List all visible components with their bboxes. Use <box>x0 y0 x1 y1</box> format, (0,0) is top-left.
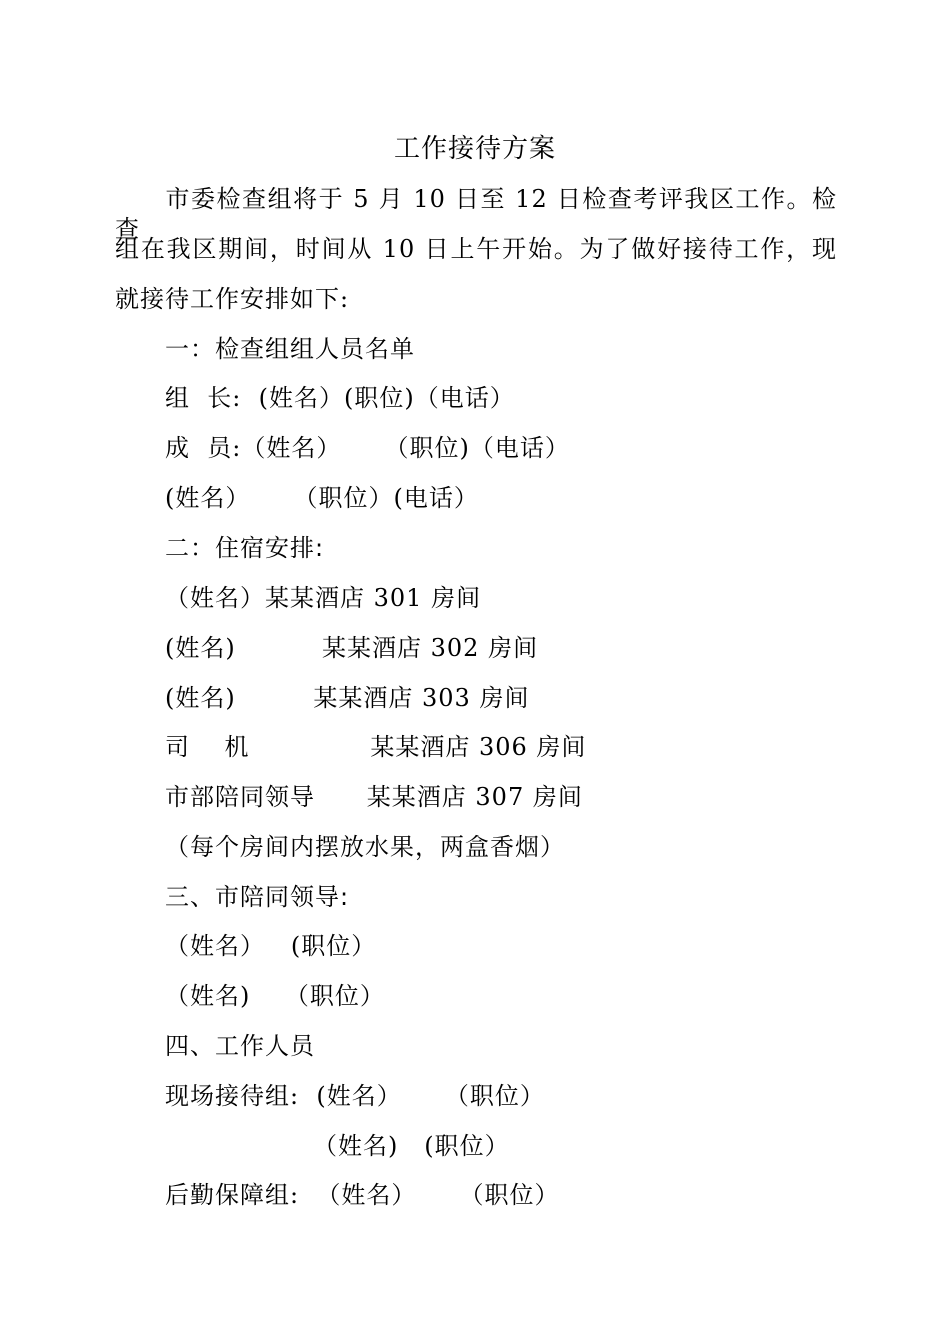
room-line: （姓名）某某酒店 301 房间 <box>165 584 482 612</box>
room-line: 司 机 某某酒店 306 房间 <box>165 733 587 761</box>
leader-line: 组 长: (姓名）(职位)（电话） <box>165 384 515 412</box>
room-note: （每个房间内摆放水果，两盒香烟） <box>165 833 565 861</box>
member-line-2: (姓名） （职位）(电话） <box>165 484 479 512</box>
page-title: 工作接待方案 <box>393 134 556 164</box>
section-1-heading: 一：检查组组人员名单 <box>165 335 415 363</box>
section-4-heading: 四、工作人员 <box>165 1032 315 1060</box>
room-line: (姓名) 某某酒店 302 房间 <box>165 634 539 662</box>
intro-line-3: 就接待工作安排如下: <box>115 285 350 313</box>
leader-item: （姓名) （职位） <box>165 982 385 1010</box>
leader-item: （姓名） (职位） <box>165 932 377 960</box>
logistics-line: 后勤保障组: （姓名） （职位） <box>165 1181 560 1209</box>
intro-line-2: 组在我区期间，时间从 10 日上午开始。为了做好接待工作，现 <box>115 235 837 263</box>
section-2-heading: 二：住宿安排: <box>165 534 325 562</box>
room-line: 市部陪同领导 某某酒店 307 房间 <box>165 783 583 811</box>
member-line-1: 成 员:（姓名） （职位)（电话） <box>165 434 570 462</box>
reception-line-2: （姓名) (职位） <box>313 1132 510 1160</box>
room-line: (姓名) 某某酒店 303 房间 <box>165 684 530 712</box>
intro-text-1: 市委检查组将于 5 月 10 日至 12 日检查考评我区工作。检查 <box>115 185 837 243</box>
section-3-heading: 三、市陪同领导: <box>165 883 350 911</box>
reception-line-1: 现场接待组: (姓名） （职位） <box>165 1082 545 1110</box>
